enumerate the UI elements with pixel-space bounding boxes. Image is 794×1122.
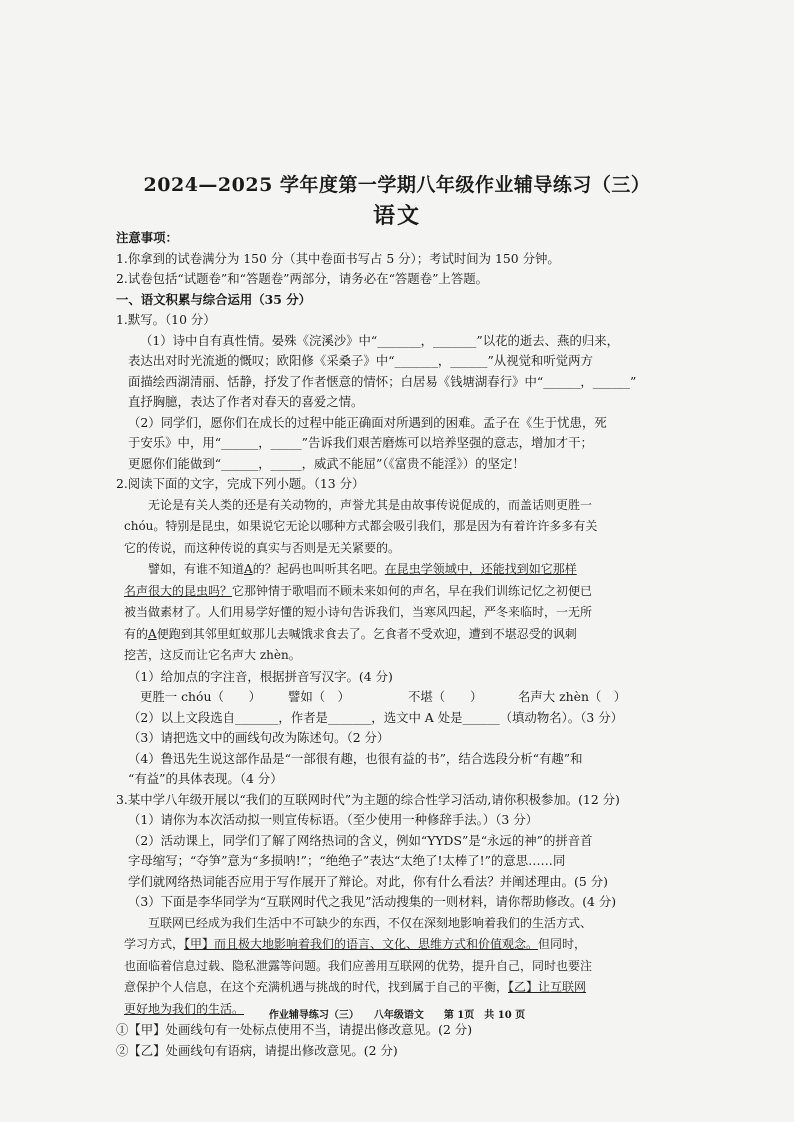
question-1-line: 于安乐》中，用“______，_____”告诉我们艰苦磨炼可以培养坚强的意志，增加才干； (128, 435, 593, 450)
material-passage-line: 互联网已经成为我们生活中不可缺少的东西，不仅在深刻地影响着我们的生活方式、 (148, 915, 593, 930)
material-passage-line: 意保护个人信息，在这个充满机遇与挑战的时代，找到属于自己的平衡，【乙】让互联网 (124, 980, 587, 994)
question-2-sub: （2）以上文段选自_______，作者是_______，选文中 A 处是______（填动物名）。（3 分） (128, 709, 623, 725)
question-1-heading: 1.默写。（10 分） (116, 312, 216, 327)
question-1-line: 直抒胸臆，表达了作者对春天的喜爱之情。 (128, 394, 364, 409)
question-2-sub: （4）鲁迅先生说这部作品是“一部很有趣，也很有益的书”，结合选段分析“有趣”和 (128, 750, 583, 766)
underlined-sentence: 在昆虫学领域中，还能找到如它那样 (384, 562, 577, 576)
question-2-sub: “有益”的具体表现。（4 分） (128, 771, 283, 786)
blank-a: A (244, 562, 253, 576)
question-1-line: （2）同学们，愿你们在成长的过程中能正确面对所遇到的困难。孟子在《生于忧患，死 (128, 414, 607, 430)
question-3-line: 学们就网络热词能否应用于写作展开了辩论。对此，你有什么看法？并阐述理由。(5 分) (128, 873, 608, 889)
exam-subject: 语文 (372, 203, 421, 229)
notice-heading: 注意事项： (116, 230, 178, 245)
question-3-sub: ②【乙】处画线句有语病，请提出修改意见。(2 分) (116, 1042, 398, 1058)
question-1-line: 表达出对时光流逝的慨叹；欧阳修《采桑子》中“_______，______”从视觉和听觉两方 (128, 353, 593, 368)
underlined-sentence-yi: 【乙】让互联网 (508, 980, 587, 994)
section-heading: 一、语文积累与综合运用（35 分） (116, 291, 312, 307)
notice-item: 1.你拿到的试卷满分为 150 分（其中卷面书写占 5 分）；考试时间为 150 分钟。 (116, 250, 560, 266)
exam-body (116, 228, 686, 1061)
choice-item: 譬如（ ） (288, 689, 350, 704)
underlined-sentence: 名声很大的昆虫吗？ (124, 583, 233, 598)
question-2-sub: （3）请把选文中的画线句改为陈述句。（2 分） (128, 730, 390, 745)
reading-passage-line: 被当做素材了。人们用易学好懂的短小诗句告诉我们，当寒风四起，严冬来临时，一无所 (124, 605, 593, 619)
reading-passage-line: 譬如，有谁不知道A的？起码也叫听其名吧。在昆虫学领域中，还能找到如它那样 (148, 562, 577, 576)
question-3-line: 字母缩写；“夺笋”意为“多损呐!”；“绝绝子”表达“太绝了!太棒了!”的意思……同 (128, 853, 566, 868)
question-3-sub: ①【甲】处画线句有一处标点使用不当，请提出修改意见。(2 分) (116, 1022, 473, 1037)
reading-passage-line: chóu。特别是昆虫，如果说它无论以哪种方式都会吸引我们，那是因为有着许许多多有关 (124, 519, 598, 533)
question-3-line: （2）活动课上，同学们了解了网络热词的含义，例如“YYDS”是“永远的神”的拼音首 (128, 832, 593, 848)
reading-passage-line: 挖苦，这反而让它名声大 zhèn。 (124, 648, 301, 662)
blank-a: A (148, 626, 157, 641)
reading-passage-line: 它的传说，而这种传说的真实与否则是无关紧要的。 (124, 540, 401, 555)
reading-passage-line: 无论是有关人类的还是有关动物的，声誉尤其是由故事传说促成的，而盖话则更胜一 (148, 497, 593, 512)
choice-item: 名声大 zhèn（ ） (518, 689, 627, 704)
material-passage-line: 也面临着信息过载、隐私泄露等问题。我们应善用互联网的优势，提升自己，同时也要注 (124, 958, 593, 973)
pinyin-choices (116, 687, 686, 708)
question-1-line: （1）诗中自有真性情。晏殊《浣溪沙》中“_______，_______”以花的逝去、燕的归来， (140, 332, 620, 348)
question-3-line: （3）下面是李华同学为“互联网时代之我见”活动搜集的一则材料，请你帮助修改。(4 分) (128, 894, 617, 909)
question-1-line: 更愿你们能做到“______，_____，威武不能屈”（《富贵不能淫》）的坚定！ (128, 455, 525, 471)
underlined-sentence-yi: 更好地为我们的生活。 (124, 1001, 245, 1016)
question-1-line: 面描绘西湖清丽、恬静，抒发了作者惬意的情怀；白居易《钱塘湖春行》中“______，______” (128, 373, 637, 389)
choice-item: 更胜一 chóu（ ） (140, 689, 262, 704)
question-2-sub: （1）给加点的字注音，根据拼音写汉字。(4 分) (128, 668, 393, 684)
exam-title: 2024—2025 学年度第一学期八年级作业辅导练习（三） (143, 174, 651, 196)
material-passage-line: 学习方式，【甲】而且极大地影响着我们的语言、文化、思维方式和价值观念。但同时， (124, 937, 587, 951)
underlined-sentence-jia: 【甲】而且极大地影响着我们的语言、文化、思维方式和价值观念。 (184, 937, 539, 951)
question-3-heading: 3.某中学八年级开展以“我们的互联网时代”为主题的综合性学习活动,请你积极参加。(12 分) (116, 791, 620, 807)
question-2-heading: 2.阅读下面的文字，完成下列小题。（13 分） (116, 476, 365, 491)
question-3-line: （1）请你为本次活动拟一则宣传标语。（至少使用一种修辞手法。）（3 分） (128, 812, 538, 827)
choice-item: 不堪（ ） (408, 689, 483, 704)
reading-passage-line: 有的A便跑到其邻里虹蚁那儿去喊饿求食去了。乞食者不受欢迎，遭到不堪忍受的讽刺 (124, 626, 577, 641)
page-footer: 作业辅导练习（三） 八年级语文 第 1页 共 10 页 (268, 1010, 526, 1021)
reading-passage-line: 名声很大的昆虫吗？它那钟情于歌唱而不顾未来如何的声名，早在我们训练记忆之初便已 (124, 583, 593, 598)
notice-item: 2.试卷包括“试题卷”和“答题卷”两部分，请务必在“答题卷”上答题。 (116, 271, 488, 286)
